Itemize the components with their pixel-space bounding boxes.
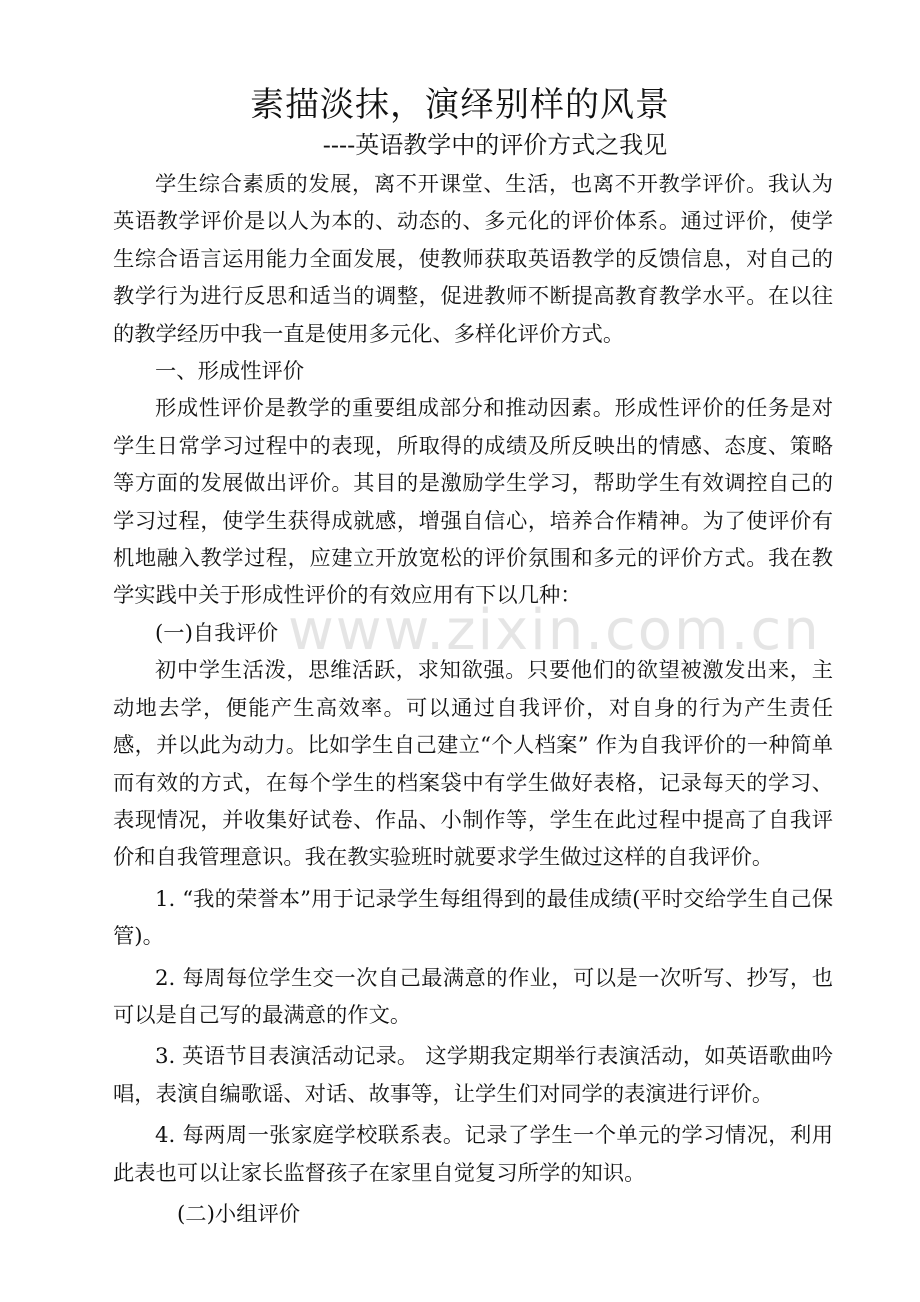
subsection-heading-group: (二)小组评价 [177, 1201, 301, 1227]
subsection-heading-self: (一)自我评价 [155, 620, 279, 646]
list-item: 1. “我的荣誉本”用于记录学生每组得到的最佳成绩(平时交给学生自己保管)。 [113, 886, 833, 950]
intro-paragraph: 学生综合素质的发展，离不开课堂、生活，也离不开教学评价。我认为英语教学评价是以人为本的、动态的、多元化的评价体系。通过评价，使学生综合语言运用能力全面发展，使教师获取英语教学的反馈信息，对自己的教学行为进行反思和适当的调整，促进教师不断提高教育教学水平。在以往的教学经历中我一直是使用多元化、多样化评价方式。 [113, 172, 833, 347]
formative-paragraph: 形成性评价是教学的重要组成部分和推动因素。形成性评价的任务是对学生日常学习过程中的表现，所取得的成绩及所反映出的情感、态度、策略等方面的发展做出评价。其目的是激励学生学习，帮助学生有效调控自己的学习过程，使学生获得成就感，增强自信心，培养合作精神。为了使评价有机地融入教学过程，应建立开放宽松的评价氛围和多元的评价方式。我在教学实践中关于形成性评价的有效应用有下以几种： [113, 396, 833, 609]
list-item: 4. 每两周一张家庭学校联系表。记录了学生一个单元的学习情况，利用此表也可以让家长监督孩子在家里自觉复习所学的知识。 [113, 1123, 833, 1186]
self-evaluation-paragraph: 初中学生活泼，思维活跃，求知欲强。只要他们的欲望被激发出来，主动地去学，便能产生高效率。可以通过自我评价，对自身的行为产生责任感，并以此为动力。比如学生自己建立“个人档案” 作为自我评价的一种简单而有效的方式，在每个学生的档案袋中有学生做好表格，记录每天的学习、表现情况，并收集好试卷、作品、小制作等，学生在此过程中提高了自我评价和自我管理意识。我在教实验班时就要求学生做过这样的自我评价。 [113, 658, 833, 871]
document-subtitle: ----英语教学中的评价方式之我见 [322, 131, 668, 159]
document-title: 素描淡抹，演绎别样的风景 [250, 85, 670, 125]
list-item: 2. 每周每位学生交一次自己最满意的作业，可以是一次听写、抄写，也可以是自己写的最满意的作文。 [113, 965, 833, 1028]
watermark: www.zixin.com.cn [288, 598, 821, 663]
document-body [113, 166, 833, 1233]
section-heading-formative: 一、形成性评价 [155, 359, 305, 385]
list-item: 3. 英语节目表演活动记录。 这学期我定期举行表演活动，如英语歌曲吟唱，表演自编歌谣、对话、故事等，让学生们对同学的表演进行评价。 [113, 1044, 833, 1107]
